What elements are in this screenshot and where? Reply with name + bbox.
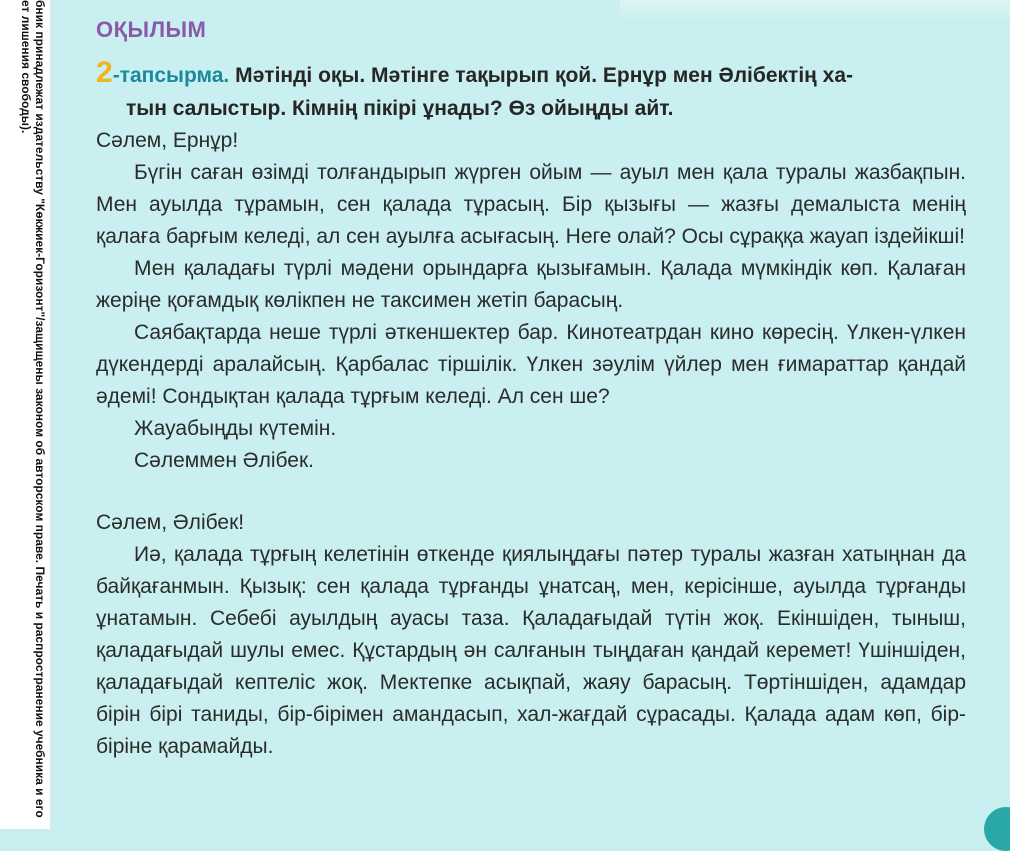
letter1-paragraph-3: Саябақтарда неше түрлі әткеншектер бар. Кинотеатрдан кино көресің. Үлкен-үлкен дүкендерді аралайсың. Қарбалас тіршілік. Үлкен зәулім үйлер мен ғимараттар қандай әдемі! Сондықтан қалада тұрғым келеді. Ал сен ше?	[96, 321, 966, 408]
section-title: ОҚЫЛЫМ	[96, 17, 207, 42]
task-tag: -тапсырма.	[112, 64, 230, 87]
copyright-line-1: бник принадлежат издательству "Көкжиек-Горизонт"/защищены законом об авторском праве. Печать и распространение учебника и его	[33, 0, 47, 818]
page-corner-badge	[984, 807, 1010, 851]
task-instruction-line-1: Мәтінді оқы. Мәтінге тақырып қой. Ернұр мен Әлібектің ха-	[235, 64, 854, 87]
letter-spacer	[96, 477, 966, 507]
letter1-paragraph-1: Бүгін саған өзімді толғандырып жүрген ойым — ауыл мен қала туралы жазбақпын. Мен ауылда тұрамын, сен қалада тұрасың. Бір қызығы — жазғы демалыста менің қалаға барғым келеді, ал сен ауылға асығасың. Неге олай? Осы сұраққа жауап іздейікші!	[96, 161, 966, 248]
copyright-line-2: ет лишения свободы).	[19, 0, 33, 134]
task-number: 2	[96, 56, 113, 89]
letter1-paragraph-2: Мен қаладағы түрлі мәдени орындарға қызығамын. Қалада мүмкіндік көп. Қалаған жеріңе қоғамдық көлікпен не таксимен жетіп барасың.	[96, 257, 966, 312]
letter1-signature: Сәлеммен Әлібек.	[134, 449, 314, 472]
task-instruction-line-2: тын салыстыр. Кімнің пікірі ұнады? Өз ойыңды айт.	[126, 97, 674, 120]
page-content	[96, 12, 966, 763]
letter1-closing: Жауабыңды күтемін.	[134, 417, 337, 440]
copyright-notice	[3, 0, 47, 829]
letter1-greeting: Сәлем, Ернұр!	[96, 129, 239, 152]
letter2-paragraph-1: Иә, қалада тұрғың келетінін өткенде қиялыңдағы пәтер туралы жазған хатыңнан да байқағанмын. Қызық: сен қалада тұрғанды ұнатсаң, мен, керісінше, ауылда тұрғанды ұнатамын. Себебі ауылдың ауасы таза. Қаладағыдай түтін жоқ. Екіншіден, тыныш, қаладағыдай шулы емес. Құстардың ән салғанын тыңдаған қандай керемет! Үшіншіден, қаладағыдай кептеліс жоқ. Мектепке асықпай, жаяу барасың. Төртіншіден, адамдар бірін бірі таниды, бір-бірімен амандасып, хал-жағдай сұрасады. Қалада адам көп, бір-біріне қарамайды.	[96, 543, 966, 758]
letter2-greeting: Сәлем, Әлібек!	[96, 511, 245, 534]
task-heading	[96, 56, 966, 125]
